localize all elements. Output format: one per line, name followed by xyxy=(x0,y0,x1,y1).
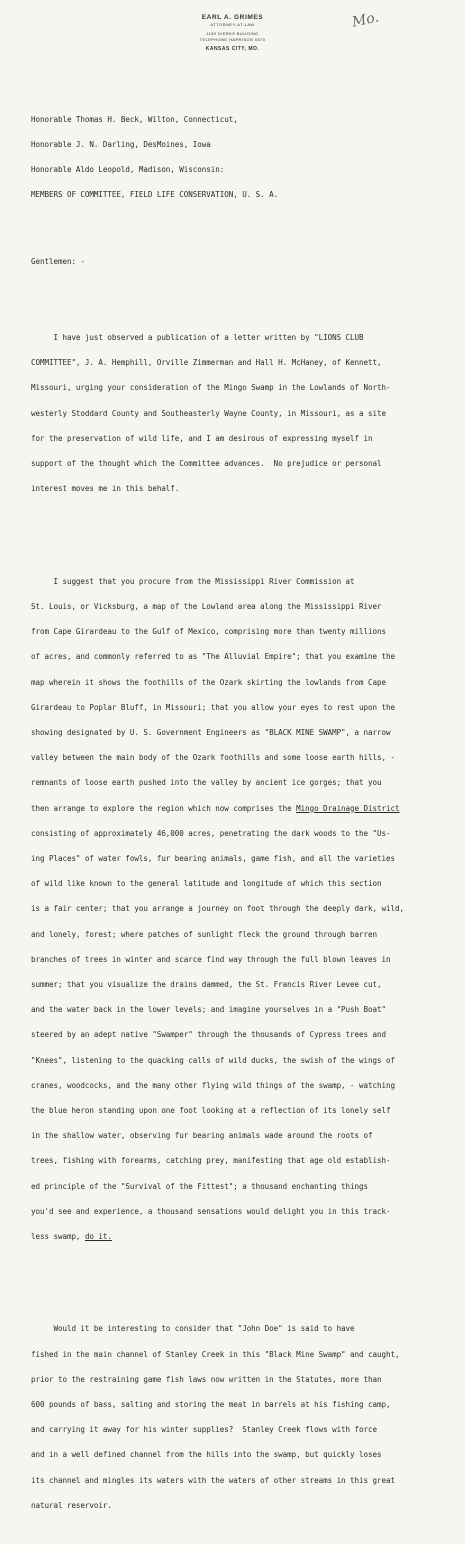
paragraph-line: Would it be interesting to consider that "John Doe" is said to have xyxy=(31,1324,355,1334)
paragraph-text: less swamp, xyxy=(31,1232,85,1242)
letterhead-city: KANSAS CITY, MO. xyxy=(205,46,260,52)
paragraph-line: 600 pounds of bass, salting and storing the meat in barrels at his fishing camp, xyxy=(31,1400,391,1410)
letterhead-title: ATTORNEY-AT-LAW xyxy=(210,22,255,27)
paragraph-line: I suggest that you procure from the Mississippi River Commission at xyxy=(31,576,355,586)
paragraph-line xyxy=(31,805,451,813)
letter-body xyxy=(31,82,451,1544)
paragraph-line: for the preservation of wild life, and I am desirous of expressing myself in xyxy=(31,433,373,443)
do-it-text: do it. xyxy=(84,1232,112,1242)
paragraph-line: and in a well defined channel from the hills into the swamp, but quickly loses xyxy=(31,1450,382,1460)
paragraph-line: natural reservoir. xyxy=(31,1500,112,1510)
addressee-line: Honorable J. N. Darling, DesMoines, Iowa xyxy=(31,139,211,149)
salutation: Gentlemen: - xyxy=(31,257,85,267)
paragraph-1 xyxy=(31,317,451,510)
paragraph-line: Girardeau to Poplar Bluff, in Missouri; that you allow your eyes to rest upon the xyxy=(31,702,395,712)
paragraph-line: ed principle of the "Survival of the Fittest"; a thousand enchanting things xyxy=(31,1181,369,1191)
paragraph-line: consisting of approximately 46,000 acres, penetrating the dark woods to the "Us- xyxy=(31,828,391,838)
paragraph-line: "Knees", listening to the quacking calls of wild ducks, the swish of the wings of xyxy=(31,1055,395,1065)
paragraph-line: support of the thought which the Committee advances. No prejudice or personal xyxy=(31,459,382,469)
paragraph-line xyxy=(31,1233,451,1241)
paragraph-line: ing Places" of water fowls, fur bearing animals, game fish, and all the varieties xyxy=(31,853,395,863)
addressee-line: Honorable Thomas H. Beck, Wilton, Connecticut, xyxy=(31,114,238,124)
paragraph-line: St. Louis, or Vicksburg, a map of the Lowland area along the Mississippi River xyxy=(31,601,382,611)
addressee-block xyxy=(31,99,451,217)
letterhead xyxy=(0,14,465,52)
paragraph-line: cranes, woodcocks, and the many other flying wild things of the swamp, - watching xyxy=(31,1080,395,1090)
paragraph-line: and carrying it away for his winter supplies? Stanley Creek flows with force xyxy=(31,1425,378,1435)
paragraph-line: and lonely, forest; where patches of sunlight fleck the ground through barren xyxy=(31,929,378,939)
paragraph-line: I have just observed a publication of a letter written by "LIONS CLUB xyxy=(31,333,364,343)
paragraph-line: interest moves me in this behalf. xyxy=(31,484,180,494)
paragraph-line: of wild like known to the general latitude and longitude of which this section xyxy=(31,879,382,889)
letterhead-name: EARL A. GRIMES xyxy=(201,14,264,21)
handwritten-annotation: Mo. xyxy=(350,9,381,31)
paragraph-line: steered by an adept native "Swamper" through the thousands of Cypress trees and xyxy=(31,1030,386,1040)
paragraph-line: you'd see and experience, a thousand sensations would delight you in this track- xyxy=(31,1206,391,1216)
paragraph-line: showing designated by U. S. Government Engineers as "BLACK MINE SWAMP", a narrow xyxy=(31,727,391,737)
paragraph-text: then arrange to explore the region which now comprises the xyxy=(31,803,297,813)
paragraph-line: from Cape Girardeau to the Gulf of Mexico, comprising more than twenty millions xyxy=(31,627,386,637)
letterhead-phone: TELEPHONE HARRISON 0870 xyxy=(199,37,266,42)
addressee-line: MEMBERS OF COMMITTEE, FIELD LIFE CONSERVATION, U. S. A. xyxy=(31,190,279,200)
paragraph-2 xyxy=(31,561,451,1258)
paragraph-line: trees, fishing with forearms, catching prey, manifesting that age old establish- xyxy=(31,1156,391,1166)
paragraph-line: summer; that you visualize the drains dammed, the St. Francis River Levee cut, xyxy=(31,979,382,989)
paragraph-line: of acres, and commonly referred to as "The Alluvial Empire"; that you examine the xyxy=(31,652,395,662)
paragraph-line: in the shallow water, observing fur bearing animals wade around the roots of xyxy=(31,1131,373,1141)
paragraph-line: prior to the restraining game fish laws now written in the Statutes, more than xyxy=(31,1374,382,1384)
paragraph-line: COMMITTEE", J. A. Hemphill, Orville Zimmerman and Hall H. McHaney, of Kennett, xyxy=(31,358,382,368)
paragraph-line: is a fair center; that you arrange a journey on foot through the deeply dark, wild, xyxy=(31,904,404,914)
paragraph-line: map wherein it shows the foothills of the Ozark skirting the lowlands from Cape xyxy=(31,677,386,687)
mingo-drainage-district-text: Mingo Drainage District xyxy=(296,803,400,813)
letterhead-address: 1150 DIERKS BUILDING xyxy=(206,31,259,36)
paragraph-line: westerly Stoddard County and Southeasterly Wayne County, in Missouri, as a site xyxy=(31,408,386,418)
paragraph-line: and the water back in the lower levels; and imagine yourselves in a "Push Boat" xyxy=(31,1005,386,1015)
paragraph-line: remnants of loose earth pushed into the valley by ancient ice gorges; that you xyxy=(31,778,382,788)
paragraph-line: the blue heron standing upon one foot looking at a reflection of its lonely self xyxy=(31,1106,391,1115)
paragraph-line: its channel and mingles its waters with the waters of other streams in this great xyxy=(31,1475,395,1485)
addressee-line: Honorable Aldo Leopold, Madison, Wisconsin: xyxy=(31,165,225,175)
paragraph-line: branches of trees in winter and scarce find way through the full blown leaves in xyxy=(31,954,391,964)
paragraph-line: fished in the main channel of Stanley Creek in this "Black Mine Swamp" and caught, xyxy=(31,1349,400,1359)
paragraph-3 xyxy=(31,1309,451,1527)
paragraph-line: Missouri, urging your consideration of the Mingo Swamp in the Lowlands of North- xyxy=(31,383,391,393)
paragraph-line: valley between the main body of the Ozark foothills and some loose earth hills, - xyxy=(31,753,395,763)
